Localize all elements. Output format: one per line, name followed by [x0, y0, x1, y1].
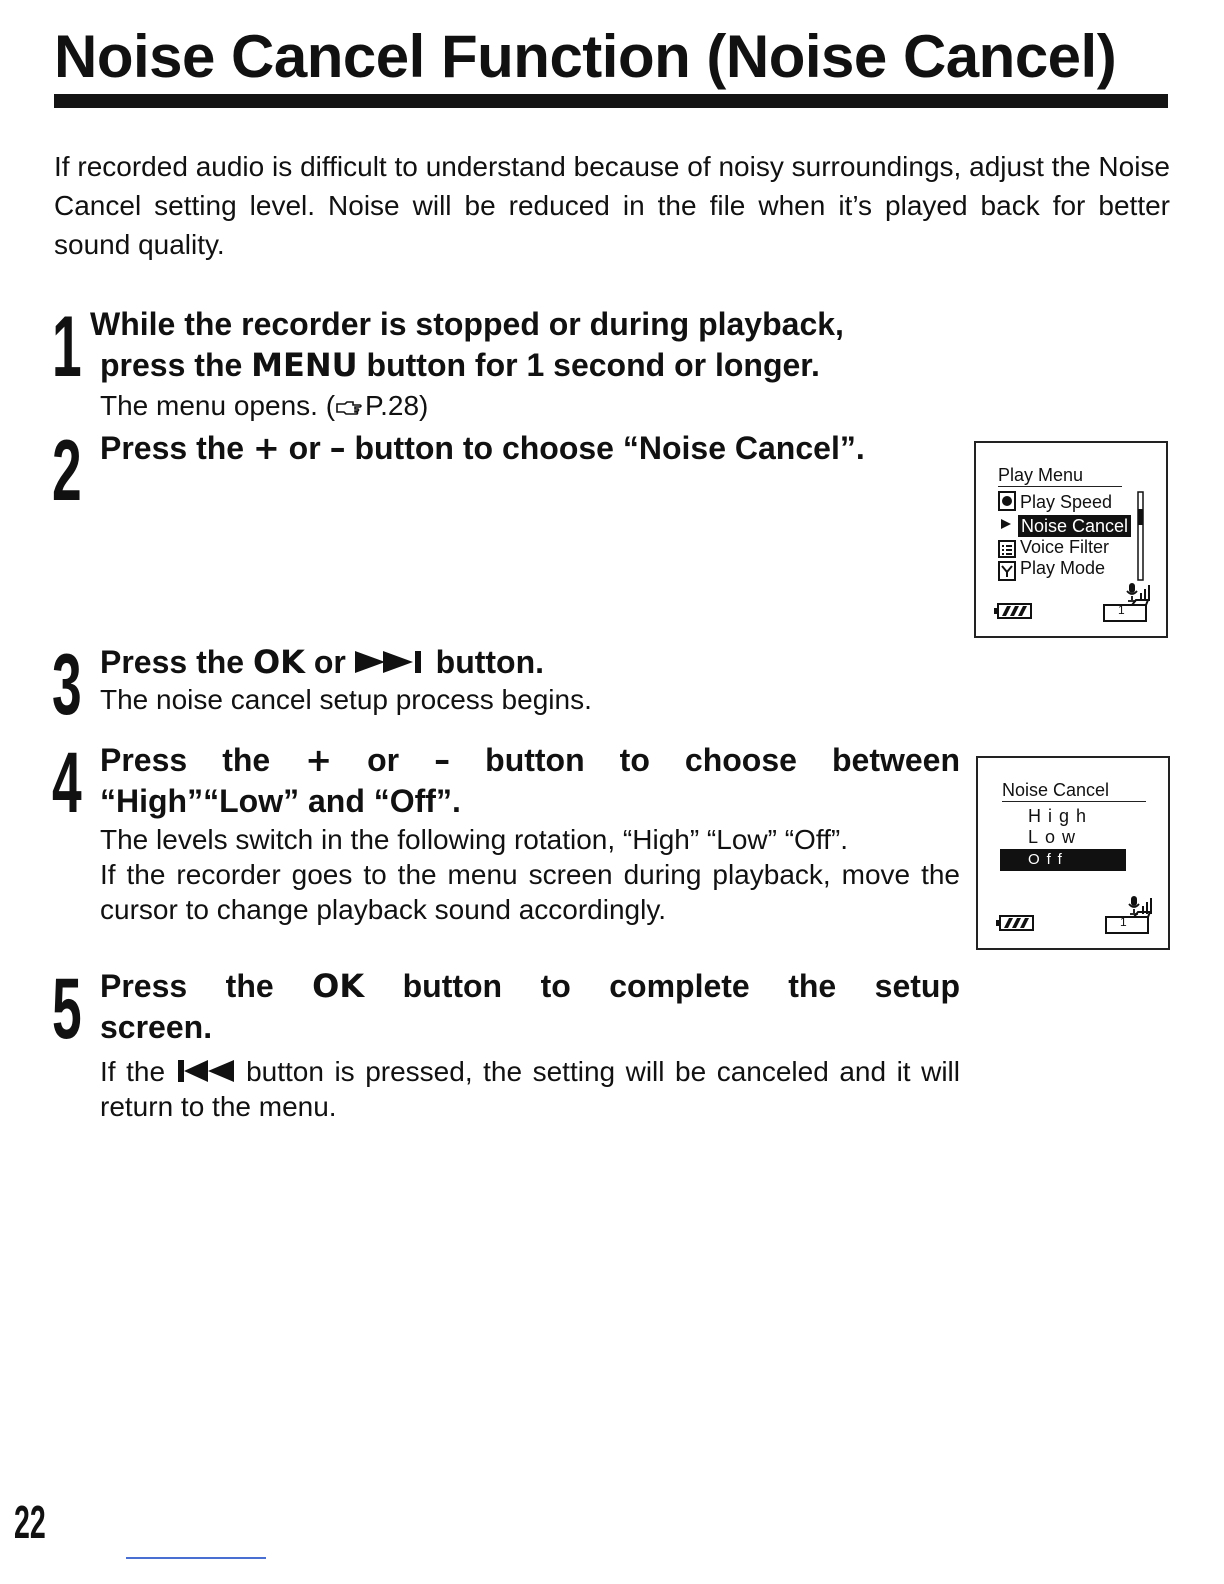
battery-icon	[994, 603, 1032, 619]
plus-button-symbol: +	[252, 429, 280, 467]
step-2-heading-pre: Press the	[100, 430, 253, 466]
step-2-heading	[100, 428, 960, 469]
step-1-body-post: )	[419, 390, 429, 421]
menu-item-voice-filter: Voice Filter	[1020, 537, 1110, 557]
ok-button-label: OK	[312, 967, 365, 1005]
title-rule	[54, 94, 1168, 108]
page-title: Noise Cancel Function (Noise Cancel)	[54, 23, 1117, 90]
folder-label: 1	[1118, 603, 1125, 617]
step-1-heading-line2	[100, 345, 960, 386]
voice-filter-icon	[998, 540, 1016, 558]
step-3-heading-mid: or	[304, 644, 355, 680]
step-number: 5	[52, 961, 82, 1057]
step-number: 4	[52, 735, 82, 831]
step-4-heading-line1	[100, 740, 960, 781]
step-3-heading	[100, 642, 960, 683]
step-1-body-pre: The menu opens. (	[100, 390, 336, 421]
step-4-heading-or: or	[332, 742, 435, 778]
menu-button-label: MENU	[251, 346, 358, 384]
step-2-heading-post: button to choose “Noise Cancel”.	[345, 430, 865, 466]
fast-forward-icon	[355, 649, 427, 675]
step-number: 1	[52, 299, 82, 395]
intro-paragraph: If recorded audio is difficult to understand because of noisy surroundings, adjust the Noise Cancel setting level. Noise will be reduced in the file when it’s played back for better sound quality.	[54, 151, 1170, 260]
rewind-icon	[176, 1059, 236, 1083]
play-speed-icon	[998, 491, 1016, 511]
step-4-body-line2: If the recorder goes to the menu screen during playback, move the cursor to change playback sound accordingly.	[100, 859, 960, 925]
battery-icon	[996, 915, 1034, 931]
menu-item-play-speed: Play Speed	[1020, 492, 1113, 512]
step-3-heading-pre: Press the	[100, 644, 253, 680]
step-5-heading-post: button to complete the setup	[364, 968, 960, 1004]
folder-icon	[1102, 599, 1150, 623]
play-mode-icon	[998, 561, 1016, 581]
step-4-heading-line2: “High”“Low” and “Off”.	[100, 783, 461, 819]
step-5-heading-line1	[100, 966, 960, 1007]
screen-title: Noise Cancel	[1002, 779, 1146, 802]
footer-rule	[126, 1557, 266, 1559]
step-number: 2	[52, 423, 82, 519]
option-low: Low	[1028, 827, 1083, 847]
step-1-heading-post: button for 1 second or longer.	[357, 347, 820, 383]
cursor-arrow-icon	[1000, 518, 1012, 530]
step-4-heading-pre: Press the	[100, 742, 306, 778]
step-5-heading-line2: screen.	[100, 1009, 213, 1045]
step-1-body	[100, 388, 960, 423]
scrollbar-icon	[1136, 491, 1146, 583]
option-off-selected: Off	[1000, 849, 1126, 871]
step-3-heading-post: button.	[426, 644, 545, 680]
folder-icon	[1104, 911, 1152, 935]
plus-button-symbol: +	[305, 741, 333, 779]
play-menu-screen	[974, 441, 1168, 638]
page-reference: P.28	[365, 390, 420, 421]
noise-cancel-screen	[976, 756, 1170, 950]
folder-label: 1	[1120, 915, 1127, 929]
screen-title: Play Menu	[998, 464, 1122, 487]
menu-item-play-mode: Play Mode	[1020, 558, 1106, 578]
ok-button-label: OK	[252, 643, 305, 681]
minus-button-symbol: –	[434, 741, 451, 779]
menu-item-noise-cancel: Noise Cancel	[1018, 515, 1131, 537]
option-high: High	[1028, 806, 1094, 826]
step-4-heading-post: button to choose between	[450, 742, 961, 778]
page-number: 22	[14, 1496, 46, 1548]
step-5-body	[100, 1054, 960, 1124]
step-1-heading-pre: press the	[100, 347, 252, 383]
step-5-body-post: button is pressed, the setting will be canceled and it will return to the menu.	[100, 1056, 960, 1122]
step-1-heading-line1: While the recorder is stopped or during playback,	[90, 306, 844, 342]
step-number: 3	[52, 637, 82, 733]
step-3-body: The noise cancel setup process begins.	[100, 684, 592, 715]
step-5-body-pre: If the	[100, 1056, 176, 1087]
pointing-hand-icon	[336, 400, 362, 416]
minus-button-symbol: –	[329, 429, 346, 467]
step-4-body-line1: The levels switch in the following rotation, “High” “Low” “Off”.	[100, 824, 848, 855]
step-5-heading-pre: Press the	[100, 968, 313, 1004]
step-2-heading-or: or	[279, 430, 330, 466]
